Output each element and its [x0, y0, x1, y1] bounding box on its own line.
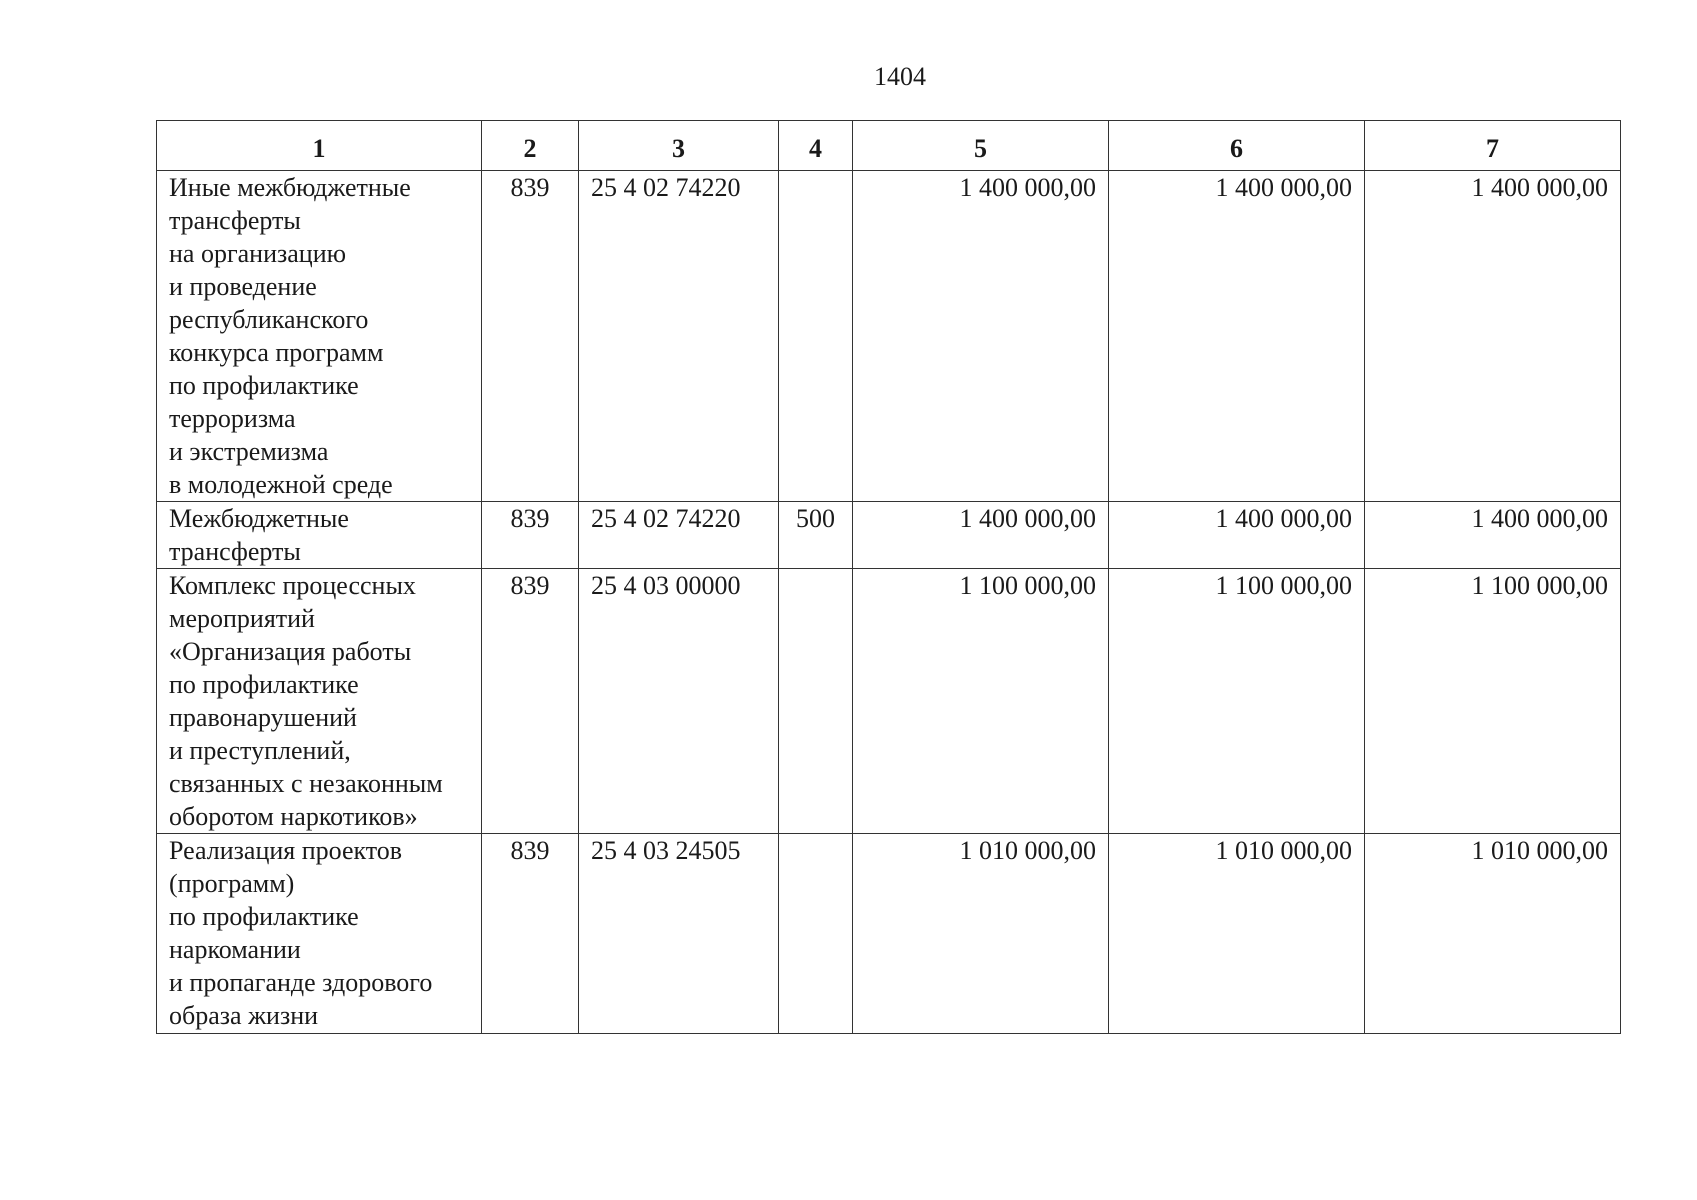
header-cell-7: 7	[1365, 121, 1621, 171]
row-name-line: правонарушений	[169, 703, 357, 732]
row-name-line: Реализация проектов	[169, 836, 403, 865]
header-cell-1: 1	[157, 121, 482, 171]
target-article-cell: 25 4 02 74220	[579, 171, 779, 502]
ministry-code-cell: 839	[482, 834, 579, 1034]
row-name-line: в молодежной среде	[169, 470, 393, 499]
amount-col7-cell: 1 400 000,00	[1365, 502, 1621, 569]
target-article-cell: 25 4 03 00000	[579, 569, 779, 834]
amount-col6-cell: 1 100 000,00	[1109, 569, 1365, 834]
row-name-line: «Организация работы	[169, 637, 412, 666]
page-number: 1404	[874, 62, 926, 91]
expense-type-cell	[779, 834, 853, 1034]
row-name-line: трансферты	[169, 537, 301, 566]
amount-col6-cell: 1 400 000,00	[1109, 502, 1365, 569]
row-name-cell	[157, 502, 482, 569]
row-name-line: (программ)	[169, 869, 295, 898]
row-name-line: связанных с незаконным	[169, 769, 443, 798]
row-name-cell	[157, 834, 482, 1034]
target-article-cell: 25 4 02 74220	[579, 502, 779, 569]
expense-type-cell: 500	[779, 502, 853, 569]
amount-col6-cell: 1 400 000,00	[1109, 171, 1365, 502]
row-name-line: и экстремизма	[169, 437, 329, 466]
ministry-code-cell: 839	[482, 502, 579, 569]
amount-col5-cell: 1 400 000,00	[853, 502, 1109, 569]
row-name-line: оборотом наркотиков»	[169, 802, 418, 831]
expense-type-cell	[779, 171, 853, 502]
row-name-line: конкурса программ	[169, 338, 384, 367]
budget-table	[156, 120, 1621, 1034]
ministry-code-cell: 839	[482, 569, 579, 834]
table-body	[157, 171, 1621, 1034]
table-row	[157, 569, 1621, 834]
header-cell-6: 6	[1109, 121, 1365, 171]
row-name-line: образа жизни	[169, 1001, 319, 1030]
header-cell-2: 2	[482, 121, 579, 171]
row-name-line: республиканского	[169, 305, 369, 334]
amount-col5-cell: 1 100 000,00	[853, 569, 1109, 834]
row-name-line: и пропаганде здорового	[169, 968, 433, 997]
table-row	[157, 834, 1621, 1034]
amount-col7-cell: 1 400 000,00	[1365, 171, 1621, 502]
row-name-line: терроризма	[169, 404, 296, 433]
ministry-code-cell: 839	[482, 171, 579, 502]
row-name-line: на организацию	[169, 239, 347, 268]
header-cell-4: 4	[779, 121, 853, 171]
header-row	[157, 121, 1621, 171]
row-name-line: Иные межбюджетные	[169, 173, 411, 202]
amount-col7-cell: 1 100 000,00	[1365, 569, 1621, 834]
amount-col5-cell: 1 010 000,00	[853, 834, 1109, 1034]
header-cell-5: 5	[853, 121, 1109, 171]
amount-col7-cell: 1 010 000,00	[1365, 834, 1621, 1034]
table-row	[157, 502, 1621, 569]
row-name-line: наркомании	[169, 935, 301, 964]
row-name-line: по профилактике	[169, 371, 359, 400]
row-name-line: и проведение	[169, 272, 317, 301]
table-row	[157, 171, 1621, 502]
row-name-line: Комплекс процессных	[169, 571, 416, 600]
amount-col6-cell: 1 010 000,00	[1109, 834, 1365, 1034]
expense-type-cell	[779, 569, 853, 834]
header-cell-3: 3	[579, 121, 779, 171]
row-name-line: и преступлений,	[169, 736, 351, 765]
row-name-line: по профилактике	[169, 902, 359, 931]
row-name-line: Межбюджетные	[169, 504, 349, 533]
row-name-line: мероприятий	[169, 604, 315, 633]
target-article-cell: 25 4 03 24505	[579, 834, 779, 1034]
row-name-line: по профилактике	[169, 670, 359, 699]
row-name-cell	[157, 171, 482, 502]
row-name-cell	[157, 569, 482, 834]
row-name-line: трансферты	[169, 206, 301, 235]
amount-col5-cell: 1 400 000,00	[853, 171, 1109, 502]
